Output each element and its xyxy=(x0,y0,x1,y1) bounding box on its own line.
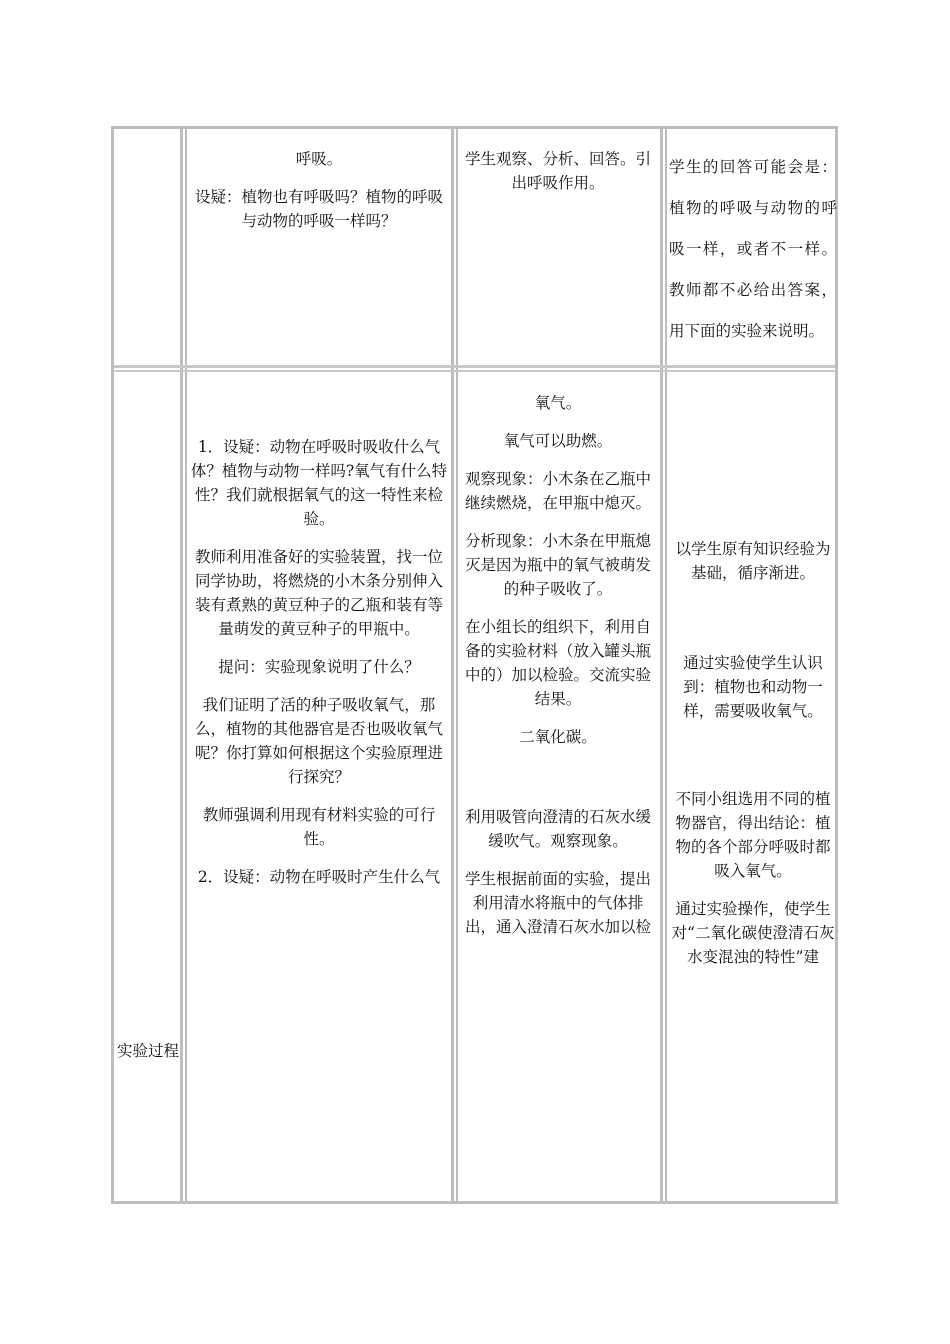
row-divider xyxy=(114,370,835,372)
paragraph: 利用吸管向澄清的石灰水缓缓吹气。观察现象。 xyxy=(464,808,651,851)
paragraph: 设疑：植物也有呼吸吗？植物的呼吸与动物的呼吸一样吗？ xyxy=(194,188,443,231)
row1-teacher-activity xyxy=(190,147,448,247)
row2-stage-label: 实验过程 xyxy=(117,1042,180,1060)
paragraph: 通过实验使学生认识到：植物也和动物一样，需要吸收氧气。 xyxy=(683,654,823,721)
paragraph: 二氧化碳。 xyxy=(519,728,597,747)
row2-student-activity xyxy=(458,391,658,953)
paragraph: 在小组长的组织下，利用自备的实验材料（放入罐头瓶中的）加以检验。交流实验结果。 xyxy=(464,618,651,709)
paragraph: 通过实验操作，使学生对“二氧化碳使澄清石灰水变混浊的特性”建 xyxy=(671,900,835,967)
paragraph: 学生的回答可能会是：植物的呼吸与动物的呼吸一样，或者不一样。教师都不必给出答案，用下面的实验来说明。 xyxy=(669,158,837,341)
paragraph: 我们证明了活的种子吸收氧气，那么，植物的其他器官是否也吸收氧气呢？你打算如何根据这个实验原理进行探究？ xyxy=(194,696,443,787)
paragraph: 学生观察、分析、回答。引出呼吸作用。 xyxy=(464,150,651,193)
paragraph: 提问：实验现象说明了什么？ xyxy=(218,658,420,677)
row1-student-activity xyxy=(458,147,658,209)
paragraph: 氧气。 xyxy=(534,394,582,412)
paragraph: 2．设疑：动物在呼吸时产生什么气 xyxy=(197,868,441,887)
column-divider xyxy=(451,129,454,1201)
row2-design-intent xyxy=(669,537,837,983)
paragraph: 教师利用准备好的实验装置，找一位同学协助，将燃烧的小木条分别伸入装有煮熟的黄豆种子的乙瓶和装有等量萌发的黄豆种子的甲瓶中。 xyxy=(194,548,443,639)
paragraph: 以学生原有知识经验为基础，循序渐进。 xyxy=(675,540,831,583)
paragraph: 教师强调利用现有材料实验的可行性。 xyxy=(202,806,436,849)
paragraph: 观察现象：小木条在乙瓶中继续燃烧，在甲瓶中熄灭。 xyxy=(464,470,651,513)
paragraph: 1．设疑：动物在呼吸时吸收什么气体？植物与动物一样吗?氧气有什么特性？我们就根据氧气的这一特性来检验。 xyxy=(190,438,448,529)
column-divider xyxy=(185,129,187,1201)
row1-design-intent xyxy=(669,147,837,366)
row2-teacher-activity xyxy=(190,435,448,903)
lesson-plan-table xyxy=(111,126,838,1204)
column-divider xyxy=(180,129,183,1201)
paragraph: 呼吸。 xyxy=(295,150,343,168)
paragraph: 学生根据前面的实验，提出利用清水将瓶中的气体排出，通入澄清石灰水加以检 xyxy=(464,870,651,937)
paragraph: 分析现象：小木条在甲瓶熄灭是因为瓶中的氧气被萌发的种子吸收了。 xyxy=(464,532,651,599)
column-divider xyxy=(665,129,667,1201)
paragraph: 不同小组选用不同的植物器官，得出结论：植物的各个部分呼吸时都吸入氧气。 xyxy=(675,790,831,881)
paragraph: 氧气可以助燃。 xyxy=(503,432,613,451)
column-divider xyxy=(660,129,663,1201)
